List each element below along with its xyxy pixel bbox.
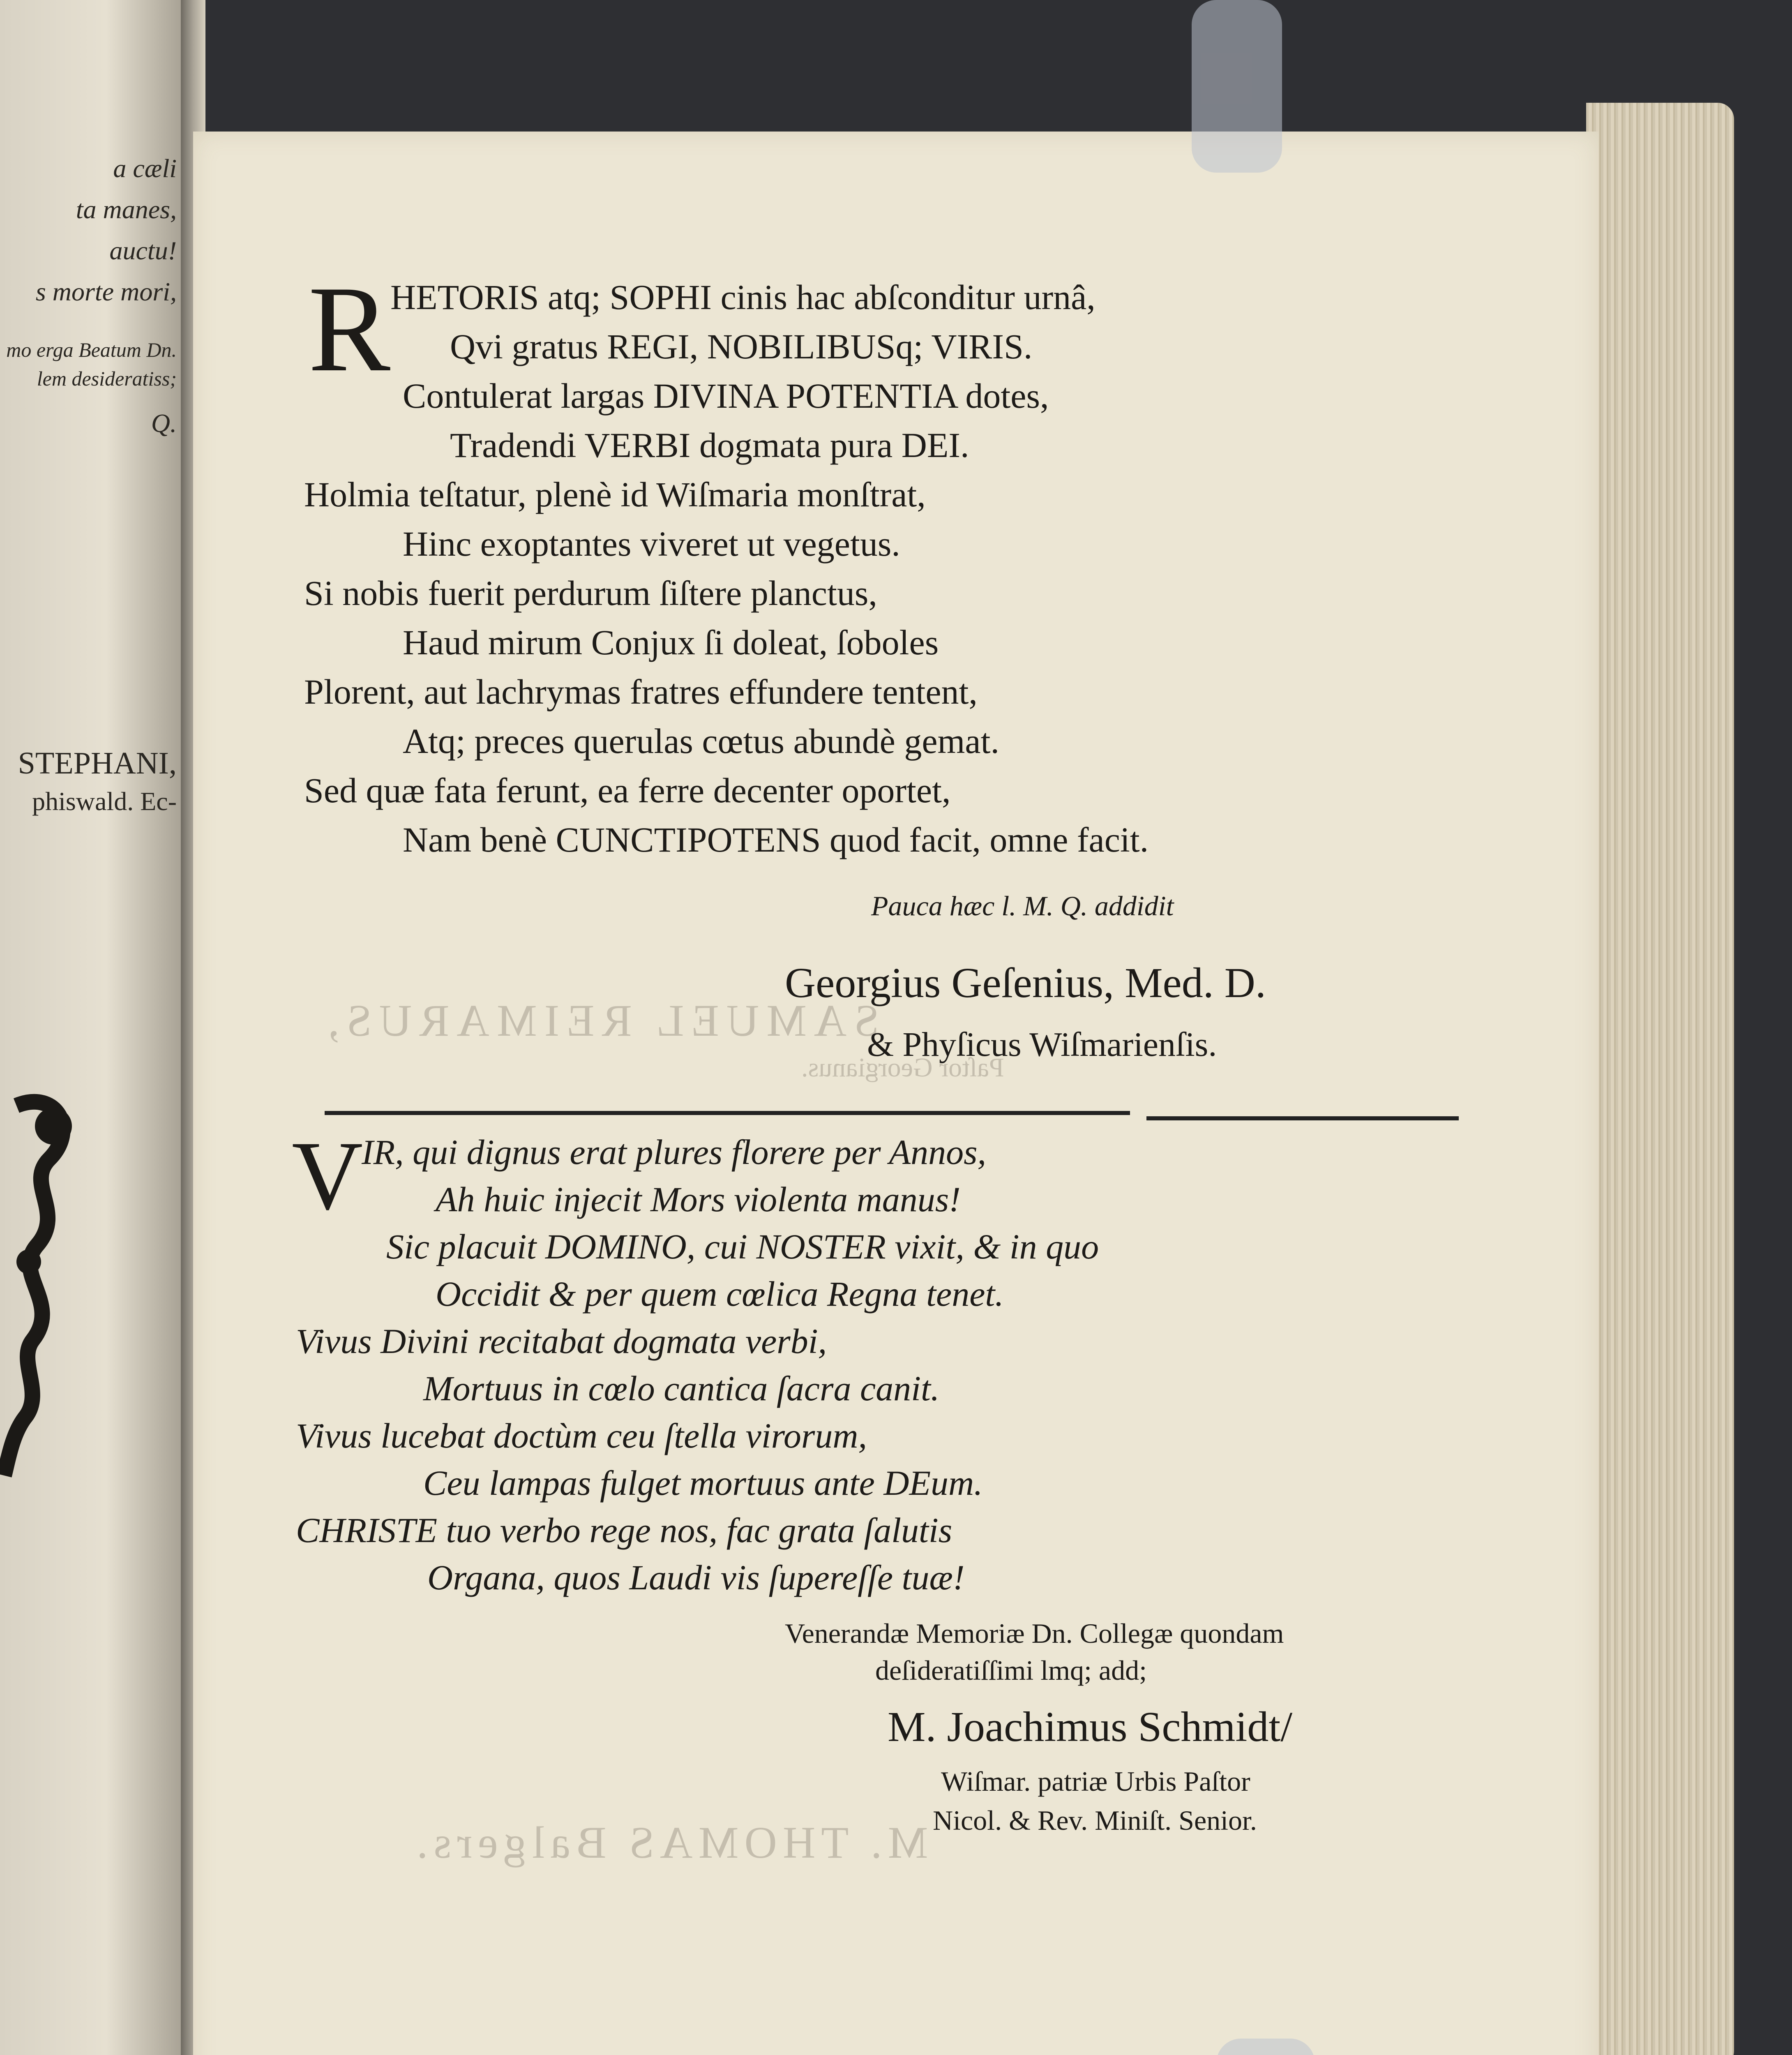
verse-line: Haud mirum Conjux ſi doleat, ſoboles	[403, 623, 939, 662]
left-line: STEPHANI,	[18, 746, 177, 780]
verse-line: Si nobis fuerit perdurum ſiſtere planctus,	[304, 573, 877, 613]
signature-name: Georgius Geſenius, Med. D.	[785, 959, 1266, 1007]
verse-line: Contulerat largas DIVINA POTENTIA dotes,	[403, 376, 1049, 416]
signature-name: M. Joachimus Schmidt/	[888, 1703, 1293, 1750]
verse-line: CHRISTE tuo verbo rege nos, fac grata ſalutis	[296, 1510, 953, 1550]
bleed-through-text: SAMUEL REIMARUS,	[321, 995, 879, 1046]
verse-line: Holmia teſtatur, plenè id Wiſmaria monſtrat,	[304, 475, 926, 514]
dedication-note: Pauca hæc l. M. Q. addidit	[871, 890, 1174, 921]
verse-line: Sic placuit DOMINO, cui NOSTER vixit, & in quo	[386, 1227, 1099, 1266]
left-line: s morte mori,	[35, 277, 177, 306]
verse-line: Atq; preces querulas cœtus abundè gemat.	[403, 721, 999, 761]
verse-line: Organa, quos Laudi vis ſupereſſe tuæ!	[427, 1558, 965, 1597]
left-line: auctu!	[109, 236, 177, 265]
verse-line: Mortuus in cœlo cantica ſacra canit.	[423, 1369, 940, 1408]
left-line: a cæli	[113, 154, 177, 183]
verse-line: Ah huic injecit Mors violenta manus!	[436, 1180, 961, 1219]
bleed-through-text: M. THOMAS Balgers.	[411, 1817, 928, 1868]
signature-title: & Phyſicus Wiſmarienſis.	[867, 1025, 1217, 1064]
verse-line: Sed quæ fata ferunt, ea ferre decenter oportet,	[304, 771, 951, 810]
verse-line: Ceu lampas fulget mortuus ante DEum.	[423, 1463, 983, 1503]
signature-title: Wiſmar. patriæ Urbis Paſtor	[941, 1766, 1250, 1797]
divider-rule	[325, 1111, 1130, 1115]
verse-line: HETORIS atq; SOPHI cinis hac abſconditur urnâ,	[390, 277, 1095, 317]
drop-cap: V	[292, 1121, 363, 1230]
left-line: ta manes,	[76, 195, 177, 224]
verse-line: Qvi gratus REGI, NOBILIBUSq; VIRIS.	[450, 327, 1033, 366]
verse-line: Vivus Divini recitabat dogmata verbi,	[296, 1321, 827, 1361]
verse-line: Occidit & per quem cœlica Regna tenet.	[436, 1274, 1004, 1314]
verse-line: Hinc exoptantes viveret ut vegetus.	[403, 524, 900, 563]
left-line: phiswald. Ec-	[32, 787, 177, 816]
verse-line: Plorent, aut lachrymas fratres effundere tentent,	[304, 672, 978, 711]
verse-line: Nam benè CUNCTIPOTENS quod facit, omne facit.	[403, 820, 1149, 859]
verse-line: Tradendi VERBI dogmata pura DEI.	[450, 425, 969, 465]
verse-line: Vivus lucebat doctùm ceu ſtella virorum,	[296, 1416, 867, 1455]
left-line: Q.	[151, 409, 177, 438]
divider-rule	[1146, 1116, 1459, 1120]
drop-cap: R	[308, 261, 391, 397]
dedication-note: deſideratiſſimi lmq; add;	[875, 1655, 1147, 1686]
bleed-through-text: Paſtor Georgianus.	[801, 1053, 1004, 1083]
verse-line: IR, qui dignus erat plures florere per Annos,	[362, 1132, 987, 1172]
left-line: lem desideratiss;	[37, 367, 177, 390]
signature-title: Nicol. & Rev. Miniſt. Senior.	[933, 1805, 1257, 1836]
dedication-note: Venerandæ Memoriæ Dn. Collegæ quondam	[785, 1618, 1284, 1649]
left-line: mo erga Beatum Dn.	[6, 338, 177, 361]
